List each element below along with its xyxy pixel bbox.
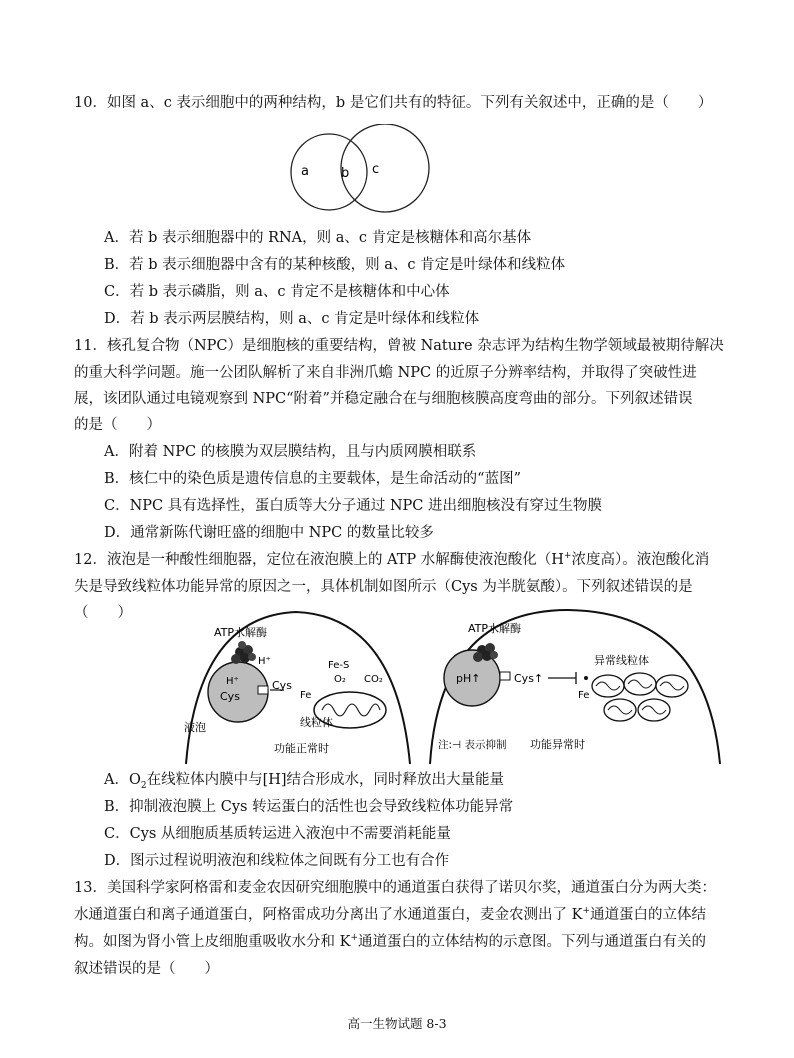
fe-dot xyxy=(584,676,588,680)
atp-hydrolase-right-icon xyxy=(473,643,498,662)
normal-caption: 功能正常时 xyxy=(274,742,329,755)
q10-option-a: A．若 b 表示细胞器中的 RNA，则 a、c 肯定是核糖体和高尔基体 xyxy=(104,230,532,246)
cys-transporter xyxy=(258,686,268,694)
q12-stem-line1-a: 12．液泡是一种酸性细胞器，定位在液泡膜上的 ATP 水解酶使液泡酸化（H xyxy=(74,552,564,568)
q12-option-a-a: A．O xyxy=(104,772,141,788)
q10-option-d: D．若 b 表示两层膜结构，则 a、c 肯定是叶绿体和线粒体 xyxy=(104,311,480,327)
q12-option-a-b: 在线粒体内膜中与[H]结合形成水，同时释放出大量能量 xyxy=(146,772,505,788)
atp-hydrolase-label: ATP水解酶 xyxy=(214,626,268,639)
inhibit-arrow xyxy=(548,672,576,684)
page-footer: 高一生物试题 8-3 xyxy=(347,1016,447,1031)
q12-option-a xyxy=(104,771,504,789)
atp-hydrolase-label-2: ATP水解酶 xyxy=(468,622,522,635)
fe-label-2: Fe xyxy=(578,690,590,701)
mitochondrion-label: 线粒体 xyxy=(300,716,333,729)
atp-hydrolase-left-icon xyxy=(231,641,256,664)
q13-line3-b: 通道蛋白的立体结构的示意图。下列与通道蛋白有关的 xyxy=(358,934,706,950)
q10-option-c: C．若 b 表示磷脂，则 a、c 肯定不是核糖体和中心体 xyxy=(104,284,450,300)
inhibit-note: 注:⊣ 表示抑制 xyxy=(438,739,507,751)
fe-s-label: Fe-S xyxy=(328,660,350,671)
q13-line3-sup: + xyxy=(350,933,358,944)
q11-stem-line2: 的重大科学问题。施一公团队解析了来自非洲爪蟾 NPC 的近原子分辨率结构，并取得了突破性进 xyxy=(74,365,697,381)
q13-line2-sup: + xyxy=(582,906,590,917)
q12-stem-line3: （ ） xyxy=(74,605,132,621)
q12-figure xyxy=(178,606,724,766)
abnormal-mitochondria xyxy=(592,673,688,721)
q11-option-a: A．附着 NPC 的核膜为双层膜结构，且与内质网膜相联系 xyxy=(104,444,477,460)
cys-label-2: Cys↑ xyxy=(514,672,544,685)
co2-label: CO₂ xyxy=(364,674,383,685)
venn-circle-c xyxy=(341,124,429,212)
q12-option-b: B．抑制液泡膜上 Cys 转运蛋白的活性也会导致线粒体功能异常 xyxy=(104,799,514,815)
h-plus-inside: H⁺ xyxy=(226,676,239,687)
q10-option-b: B．若 b 表示细胞器中含有的某种核酸，则 a、c 肯定是叶绿体和线粒体 xyxy=(104,257,566,273)
q11-stem-line3: 展，该团队通过电镜观察到 NPC“附着”并稳定融合在与细胞核膜高度弯曲的部分。下列叙述错误 xyxy=(74,391,693,407)
q13-line4: 叙述错误的是（ ） xyxy=(74,961,219,977)
vacuole-label: 液泡 xyxy=(184,721,206,734)
q13-line2-b: 通道蛋白的立体结 xyxy=(590,907,706,923)
fe-label: Fe xyxy=(300,690,312,701)
q11-option-c: C．NPC 具有选择性，蛋白质等大分子通过 NPC 进出细胞核没有穿过生物膜 xyxy=(104,498,602,514)
q13-line3 xyxy=(74,933,706,951)
h-plus-outside: H⁺ xyxy=(258,656,271,667)
cys-inside: Cys xyxy=(220,690,240,703)
q11-option-b: B．核仁中的染色质是遗传信息的主要载体，是生命活动的“蓝图” xyxy=(104,471,521,487)
q11-stem-line1: 11．核孔复合物（NPC）是细胞核的重要结构，曾被 Nature 杂志评为结构生物学领域最被期待解决 xyxy=(74,338,724,354)
q12-stem-line2: 失是导致线粒体功能异常的原因之一，具体机制如图所示（Cys 为半胱氨酸）。下列叙述错误的是 xyxy=(74,579,693,595)
q13-line2-a: 水通道蛋白和离子通道蛋白，阿格雷成功分离出了水通道蛋白，麦金农测出了 K xyxy=(74,907,583,923)
ph-label: pH↑ xyxy=(456,672,481,685)
cys-outside: Cys xyxy=(272,679,292,692)
q13-line2 xyxy=(74,906,706,924)
q10-stem: 10．如图 a、c 表示细胞中的两种结构，b 是它们共有的特征。下列有关叙述中，正确的是（ ） xyxy=(74,95,713,111)
venn-label-c: c xyxy=(372,162,380,177)
q12-option-c: C．Cys 从细胞质基质转运进入液泡中不需要消耗能量 xyxy=(104,826,451,842)
cys-transporter-2 xyxy=(500,672,510,680)
q11-stem-line4: 的是（ ） xyxy=(74,417,161,433)
venn-label-a: a xyxy=(301,164,309,179)
q11-option-d: D．通常新陈代谢旺盛的细胞中 NPC 的数量比较多 xyxy=(104,525,434,541)
q12-option-a-sub: 2 xyxy=(140,780,147,791)
o2-label: O₂ xyxy=(334,674,346,685)
q13-line1: 13．美国科学家阿格雷和麦金农因研究细胞膜中的通道蛋白获得了诺贝尔奖，通道蛋白分为两大类： xyxy=(74,880,716,896)
venn-diagram xyxy=(280,124,430,216)
q12-stem-line1-sup: + xyxy=(563,551,572,562)
q12-option-d: D．图示过程说明液泡和线粒体之间既有分工也有合作 xyxy=(104,853,450,869)
q12-stem-line1 xyxy=(74,551,709,569)
venn-label-b: b xyxy=(341,166,350,181)
q12-stem-line1-b: 浓度高）。液泡酸化消 xyxy=(571,552,710,568)
abnormal-mito-label: 异常线粒体 xyxy=(594,654,649,667)
abnormal-caption: 功能异常时 xyxy=(530,738,585,751)
q13-line3-a: 构。如图为肾小管上皮细胞重吸收水分和 K xyxy=(74,934,351,950)
